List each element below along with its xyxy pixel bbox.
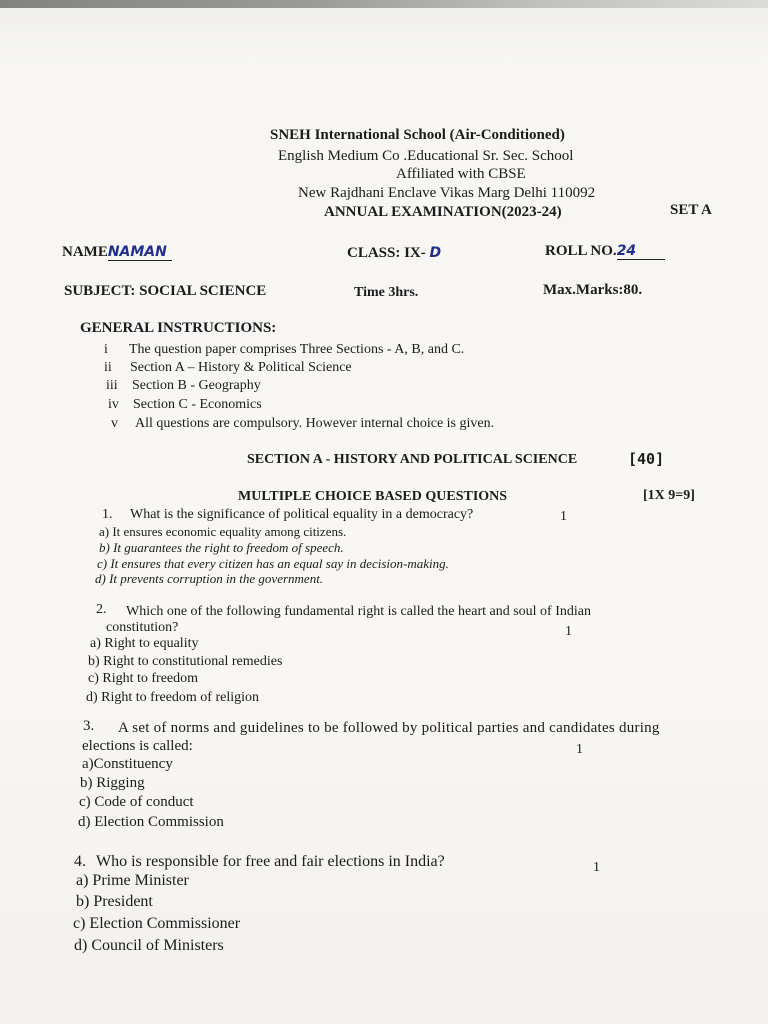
question-number: 1.	[102, 507, 113, 522]
instruction-text: Section B - Geography	[132, 378, 261, 393]
option: d) Council of Ministers	[74, 937, 224, 954]
question-text-cont: elections is called:	[82, 738, 193, 754]
school-affiliation: Affiliated with CBSE	[396, 166, 526, 182]
question-marks: 1	[560, 509, 567, 524]
mcq-title: MULTIPLE CHOICE BASED QUESTIONS	[238, 489, 508, 504]
question-text: Who is responsible for free and fair elections in India?	[96, 853, 445, 870]
class-field	[347, 245, 441, 262]
option: d) Right to freedom of religion	[86, 690, 260, 705]
class-value: D	[429, 245, 442, 261]
question-number: 2.	[96, 602, 107, 617]
roll-value: 24	[617, 243, 665, 260]
instruction-num: v	[111, 416, 118, 431]
option: b) It guarantees the right to freedom of speech.	[99, 540, 344, 555]
question-text-cont: constitution?	[106, 620, 179, 635]
exam-title: ANNUAL EXAMINATION(2023-24)	[324, 204, 562, 220]
name-label: NAME	[62, 244, 108, 260]
option: b) President	[76, 893, 153, 910]
option: c) Right to freedom	[88, 671, 199, 686]
time: Time 3hrs.	[354, 285, 419, 300]
option: a) It ensures economic equality among citizens.	[99, 524, 347, 539]
instruction-text: All questions are compulsory. However internal choice is given.	[135, 416, 495, 431]
option: a)Constituency	[82, 756, 173, 772]
roll-label: ROLL NO.	[545, 243, 617, 259]
instruction-text: The question paper comprises Three Sections - A, B, and C.	[129, 342, 465, 357]
subject: SUBJECT: SOCIAL SCIENCE	[64, 283, 267, 299]
instruction-num: i	[104, 342, 108, 357]
option: b) Rigging	[80, 775, 145, 791]
roll-field	[545, 243, 665, 260]
option: c) Code of conduct	[79, 794, 194, 810]
question-text: Which one of the following fundamental right is called the heart and soul of Indian	[126, 604, 591, 619]
max-marks: Max.Marks:80.	[543, 282, 643, 298]
class-label: CLASS: IX-	[347, 245, 426, 261]
option: b) Right to constitutional remedies	[88, 654, 283, 669]
scan-edge	[0, 0, 768, 8]
option: a) Right to equality	[90, 636, 199, 651]
option: a) Prime Minister	[76, 872, 189, 889]
name-field	[62, 244, 172, 261]
section-marks: [40]	[628, 450, 665, 468]
question-number: 4.	[74, 853, 86, 870]
instructions-title: GENERAL INSTRUCTIONS:	[80, 320, 277, 336]
question-marks: 1	[565, 624, 572, 639]
school-name: SNEH International School (Air-Conditioned)	[270, 127, 565, 143]
name-value: NAMAN	[108, 244, 172, 261]
mcq-marks: [1X 9=9]	[643, 488, 695, 503]
option: d) Election Commission	[78, 814, 224, 830]
option: d) It prevents corruption in the government.	[95, 571, 324, 586]
question-number: 3.	[83, 718, 95, 734]
school-address: New Rajdhani Enclave Vikas Marg Delhi 110092	[298, 185, 596, 201]
instruction-text: Section C - Economics	[133, 397, 262, 412]
instruction-text: Section A – History & Political Science	[130, 360, 352, 375]
instruction-num: iii	[106, 378, 118, 393]
question-text: What is the significance of political equality in a democracy?	[130, 507, 474, 522]
option: c) Election Commissioner	[73, 915, 241, 932]
question-marks: 1	[593, 860, 600, 875]
set-label: SET A	[670, 202, 712, 218]
option: c) It ensures that every citizen has an equal say in decision-making.	[97, 556, 449, 571]
instruction-num: iv	[108, 397, 119, 412]
question-text: A set of norms and guidelines to be followed by political parties and candidates during	[118, 720, 660, 736]
instruction-num: ii	[104, 360, 112, 375]
school-line2: English Medium Co .Educational Sr. Sec. School	[278, 148, 574, 164]
section-title: SECTION A - HISTORY AND POLITICAL SCIENCE	[247, 452, 578, 467]
question-marks: 1	[576, 742, 583, 757]
